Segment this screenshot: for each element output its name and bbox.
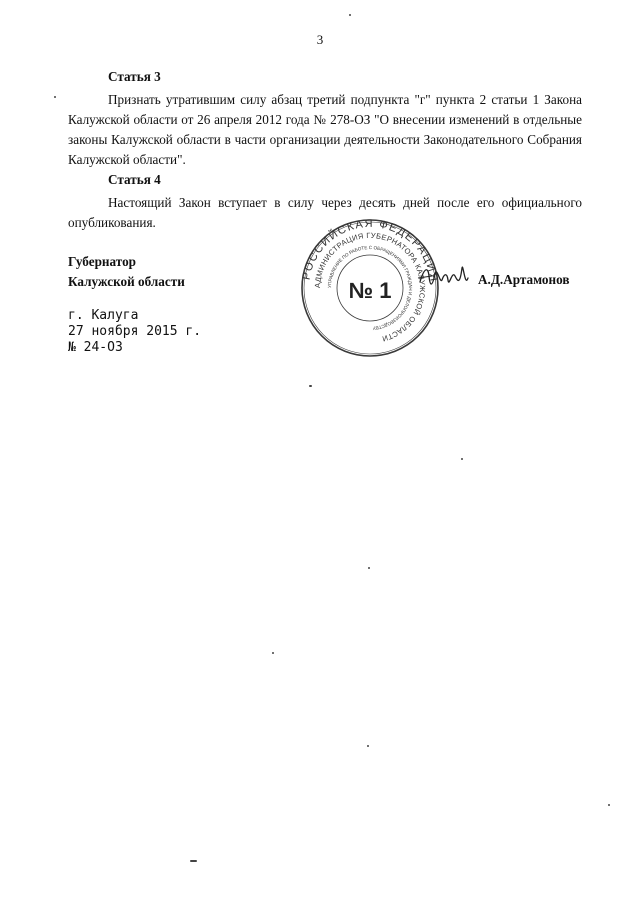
seal-center-number: № 1 [348, 278, 392, 303]
scan-speck [367, 745, 369, 747]
seal-middle-text: АДМИНИСТРАЦИЯ ГУБЕРНАТОРА КАЛУЖСКОЙ ОБЛАСТИ [312, 230, 428, 344]
governor-title [68, 252, 185, 292]
law-date: 27 ноября 2015 г. [68, 324, 202, 339]
governor-title-line1: Губернатор [68, 254, 136, 269]
seal-inner-text: УПРАВЛЕНИЕ ПО РАБОТЕ С ОБРАЩЕНИЯМИ ГРАЖДАН И ДЕЛОПРОИЗВОДСТВУ [326, 244, 414, 331]
scan-speck [349, 14, 351, 16]
article-3 [68, 67, 582, 170]
article-3-heading: Статья 3 [108, 69, 161, 84]
scan-speck [54, 96, 56, 98]
governor-title-line2: Калужской области [68, 274, 185, 289]
law-number: № 24-ОЗ [68, 340, 123, 355]
scan-speck [608, 804, 610, 806]
article-4-heading: Статья 4 [108, 172, 161, 187]
place-city: г. Калуга [68, 308, 139, 323]
handwritten-signature [416, 258, 472, 296]
seal-outer-text: РОССИЙСКАЯ ФЕДЕРАЦИЯ [300, 218, 440, 284]
signer-name: А.Д.Артамонов [478, 272, 570, 287]
scan-speck [309, 385, 312, 387]
place-date-block [68, 308, 201, 356]
scan-speck [190, 860, 197, 862]
scan-speck [368, 567, 370, 569]
page-number: 3 [316, 32, 324, 47]
scan-speck [272, 652, 274, 654]
scan-speck [461, 458, 463, 460]
article-3-text: Признать утратившим силу абзац третий подпункта "г" пункта 2 статьи 1 Закона Калужской области от 26 апреля 2012 года № 278-ОЗ "О внесении изменений в отдельные законы Калужской области в части организации деятельности Законодательного Собрания Калужской области". [68, 92, 582, 167]
article-4-text: Настоящий Закон вступает в силу через десять дней после его официального опубликования. [68, 195, 582, 230]
